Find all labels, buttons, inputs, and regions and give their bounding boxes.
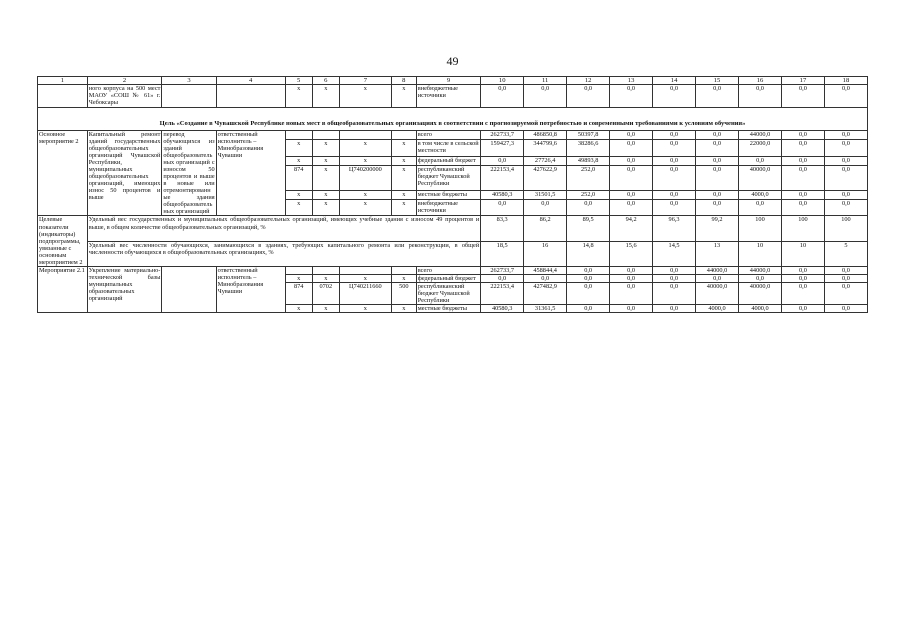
value-cell: 0,0 bbox=[824, 130, 867, 139]
value-cell: 0,0 bbox=[653, 130, 696, 139]
value-cell: 86,2 bbox=[524, 216, 567, 241]
header-cell: 15 bbox=[696, 77, 739, 85]
code-cell bbox=[339, 130, 391, 139]
source-cell: республиканский бюджет Чувашской Республики bbox=[416, 282, 480, 304]
value-cell: 0,0 bbox=[610, 165, 653, 190]
value-cell: 4000,0 bbox=[739, 305, 782, 313]
source-cell: в том числе в сельской местности bbox=[416, 139, 480, 156]
code-cell: x bbox=[312, 156, 339, 165]
empty-cell bbox=[38, 85, 88, 107]
code-cell: x bbox=[285, 139, 312, 156]
value-cell: 159427,3 bbox=[481, 139, 524, 156]
value-cell: 44000,0 bbox=[696, 266, 739, 274]
indicator-row bbox=[38, 241, 868, 266]
value-cell: 4000,0 bbox=[739, 190, 782, 199]
value-cell: 0,0 bbox=[610, 199, 653, 216]
value-cell: 0,0 bbox=[824, 274, 867, 282]
code-cell: Ц740211660 bbox=[339, 282, 391, 304]
value-cell: 0,0 bbox=[524, 199, 567, 216]
value-cell: 0,0 bbox=[781, 156, 824, 165]
value-cell: 0,0 bbox=[781, 139, 824, 156]
value-cell: 0,0 bbox=[567, 282, 610, 304]
value-cell: 0,0 bbox=[739, 156, 782, 165]
source-cell: всего bbox=[416, 130, 480, 139]
value-cell: 0,0 bbox=[696, 156, 739, 165]
code-cell: x bbox=[285, 199, 312, 216]
value-cell: 0,0 bbox=[524, 85, 567, 107]
value-cell: 94,2 bbox=[610, 216, 653, 241]
code-cell: 874 bbox=[285, 165, 312, 190]
empty-cell bbox=[162, 85, 216, 107]
value-cell: 0,0 bbox=[824, 85, 867, 107]
value-cell: 44000,0 bbox=[739, 266, 782, 274]
source-cell: федеральный бюджет bbox=[416, 156, 480, 165]
code-cell bbox=[391, 266, 416, 274]
page-number: 49 bbox=[446, 54, 459, 68]
source-cell: республиканский бюджет Чувашской Республики bbox=[416, 165, 480, 190]
value-cell: 222153,4 bbox=[481, 165, 524, 190]
value-cell: 89,5 bbox=[567, 216, 610, 241]
code-cell: x bbox=[285, 85, 312, 107]
value-cell: 49893,8 bbox=[567, 156, 610, 165]
value-cell: 222153,4 bbox=[481, 282, 524, 304]
source-cell: местные бюджеты bbox=[416, 190, 480, 199]
value-cell: 0,0 bbox=[696, 190, 739, 199]
value-cell: 0,0 bbox=[610, 274, 653, 282]
value-cell: 0,0 bbox=[567, 274, 610, 282]
code-cell: 0702 bbox=[312, 282, 339, 304]
value-cell: 0,0 bbox=[781, 190, 824, 199]
header-cell: 18 bbox=[824, 77, 867, 85]
value-cell: 0,0 bbox=[653, 282, 696, 304]
value-cell: 38286,6 bbox=[567, 139, 610, 156]
value-cell: 0,0 bbox=[824, 305, 867, 313]
value-cell: 14,5 bbox=[653, 241, 696, 266]
value-cell: 10 bbox=[781, 241, 824, 266]
code-cell: x bbox=[391, 305, 416, 313]
source-cell: всего bbox=[416, 266, 480, 274]
empty-cell bbox=[162, 266, 216, 312]
value-cell: 0,0 bbox=[696, 139, 739, 156]
header-cell: 17 bbox=[781, 77, 824, 85]
value-cell: 100 bbox=[824, 216, 867, 241]
code-cell: x bbox=[339, 305, 391, 313]
value-cell: 0,0 bbox=[781, 85, 824, 107]
value-cell: 44000,0 bbox=[739, 130, 782, 139]
value-cell: 0,0 bbox=[781, 130, 824, 139]
code-cell: x bbox=[339, 190, 391, 199]
header-cell: 8 bbox=[391, 77, 416, 85]
value-cell: 427622,9 bbox=[524, 165, 567, 190]
value-cell: 40580,3 bbox=[481, 305, 524, 313]
executor-cell: ответственный исполнитель – Минобразования Чувашии bbox=[216, 130, 285, 216]
code-cell bbox=[391, 130, 416, 139]
code-cell bbox=[285, 130, 312, 139]
value-cell: 0,0 bbox=[696, 199, 739, 216]
value-cell: 0,0 bbox=[481, 274, 524, 282]
value-cell: 10 bbox=[739, 241, 782, 266]
value-cell: 252,0 bbox=[567, 190, 610, 199]
value-cell: 0,0 bbox=[781, 199, 824, 216]
value-cell: 100 bbox=[739, 216, 782, 241]
value-cell: 0,0 bbox=[781, 274, 824, 282]
value-cell: 262733,7 bbox=[481, 266, 524, 274]
header-cell: 3 bbox=[162, 77, 216, 85]
code-cell: x bbox=[391, 190, 416, 199]
code-cell: x bbox=[391, 199, 416, 216]
header-cell: 7 bbox=[339, 77, 391, 85]
table-row bbox=[38, 85, 868, 107]
code-cell bbox=[312, 130, 339, 139]
code-cell: x bbox=[285, 274, 312, 282]
value-cell: 40000,0 bbox=[739, 165, 782, 190]
goal-title: Цель «Создание в Чувашской Республике новых мест в общеобразовательных организациях в соответствии с прогнозируемой потребностью и современными требованиями к условиям обучения» bbox=[38, 107, 868, 130]
budget-table bbox=[37, 76, 868, 313]
value-cell: 0,0 bbox=[781, 282, 824, 304]
value-cell: 0,0 bbox=[567, 305, 610, 313]
value-cell: 0,0 bbox=[781, 165, 824, 190]
value-cell: 0,0 bbox=[781, 305, 824, 313]
value-cell: 0,0 bbox=[696, 85, 739, 107]
code-cell: 874 bbox=[285, 282, 312, 304]
code-cell: x bbox=[285, 305, 312, 313]
value-cell: 0,0 bbox=[481, 85, 524, 107]
header-cell: 4 bbox=[216, 77, 285, 85]
value-cell: 0,0 bbox=[653, 266, 696, 274]
code-cell: x bbox=[339, 85, 391, 107]
value-cell: 40000,0 bbox=[696, 282, 739, 304]
header-cell: 13 bbox=[610, 77, 653, 85]
value-cell: 0,0 bbox=[610, 266, 653, 274]
table-row bbox=[38, 130, 868, 139]
value-cell: 0,0 bbox=[481, 156, 524, 165]
event-id-cell: Основное мероприятие 2 bbox=[38, 130, 88, 216]
header-cell: 9 bbox=[416, 77, 480, 85]
value-cell: 27726,4 bbox=[524, 156, 567, 165]
code-cell bbox=[339, 266, 391, 274]
value-cell: 0,0 bbox=[824, 165, 867, 190]
value-cell: 4000,0 bbox=[696, 305, 739, 313]
value-cell: 15,6 bbox=[610, 241, 653, 266]
indicator-text-cell: Удельный вес государственных и муниципальных общеобразовательных организаций, имеющих учебные здания с износом 49 процентов и выше, в общем количестве общеобразовательных организаций, % bbox=[87, 216, 480, 241]
value-cell: 99,2 bbox=[696, 216, 739, 241]
value-cell: 18,5 bbox=[481, 241, 524, 266]
event-name-cell: ного корпуса на 500 мест МАОУ «СОШ № 61» г. Чебоксары bbox=[88, 85, 161, 107]
value-cell: 0,0 bbox=[567, 85, 610, 107]
code-cell bbox=[285, 266, 312, 274]
value-cell: 0,0 bbox=[824, 156, 867, 165]
value-cell: 31361,5 bbox=[524, 305, 567, 313]
value-cell: 100 bbox=[781, 216, 824, 241]
header-cell: 10 bbox=[481, 77, 524, 85]
value-cell: 344799,6 bbox=[524, 139, 567, 156]
value-cell: 14,8 bbox=[567, 241, 610, 266]
value-cell: 262733,7 bbox=[481, 130, 524, 139]
code-cell: Ц740200000 bbox=[339, 165, 391, 190]
code-cell: x bbox=[391, 274, 416, 282]
goal-row bbox=[38, 107, 868, 130]
value-cell: 0,0 bbox=[739, 274, 782, 282]
header-cell: 2 bbox=[87, 77, 162, 85]
value-cell: 0,0 bbox=[567, 199, 610, 216]
source-cell: федеральный бюджет bbox=[416, 274, 480, 282]
value-cell: 427482,9 bbox=[524, 282, 567, 304]
value-cell: 0,0 bbox=[610, 139, 653, 156]
code-cell bbox=[312, 266, 339, 274]
header-cell: 6 bbox=[312, 77, 339, 85]
value-cell: 252,0 bbox=[567, 165, 610, 190]
code-cell: x bbox=[391, 139, 416, 156]
value-cell: 0,0 bbox=[610, 282, 653, 304]
code-cell: 500 bbox=[391, 282, 416, 304]
value-cell: 0,0 bbox=[610, 156, 653, 165]
value-cell: 0,0 bbox=[824, 139, 867, 156]
code-cell: x bbox=[339, 199, 391, 216]
code-cell: x bbox=[391, 85, 416, 107]
value-cell: 0,0 bbox=[824, 266, 867, 274]
value-cell: 0,0 bbox=[653, 165, 696, 190]
header-cell: 14 bbox=[653, 77, 696, 85]
code-cell: x bbox=[312, 305, 339, 313]
value-cell: 0,0 bbox=[610, 190, 653, 199]
value-cell: 0,0 bbox=[824, 199, 867, 216]
value-cell: 0,0 bbox=[524, 274, 567, 282]
code-cell: x bbox=[339, 274, 391, 282]
header-cell: 5 bbox=[285, 77, 312, 85]
executor-cell: ответственный исполнитель – Минобразования Чувашии bbox=[216, 266, 285, 312]
value-cell: 0,0 bbox=[653, 190, 696, 199]
value-cell: 22000,0 bbox=[739, 139, 782, 156]
value-cell: 0,0 bbox=[653, 139, 696, 156]
value-cell: 13 bbox=[696, 241, 739, 266]
event-result-cell: перевод обучающихся из зданий общеобразовательных организаций с износом 50 процентов и выше в новые или отремонтированные здания общеобразовательных организаций bbox=[163, 130, 215, 216]
value-cell: 0,0 bbox=[696, 165, 739, 190]
value-cell: 0,0 bbox=[739, 199, 782, 216]
indicator-label-cell: Целевые показатели (индикаторы) подпрограммы, увязанные с основным мероприятием 2 bbox=[38, 216, 88, 266]
value-cell: 0,0 bbox=[567, 266, 610, 274]
empty-cell bbox=[216, 85, 285, 107]
code-cell: x bbox=[312, 274, 339, 282]
code-cell: x bbox=[312, 199, 339, 216]
header-cell: 16 bbox=[739, 77, 782, 85]
value-cell: 0,0 bbox=[739, 85, 782, 107]
header-cell: 1 bbox=[38, 77, 88, 85]
value-cell: 0,0 bbox=[653, 156, 696, 165]
value-cell: 0,0 bbox=[781, 266, 824, 274]
value-cell: 31501,5 bbox=[524, 190, 567, 199]
value-cell: 0,0 bbox=[653, 274, 696, 282]
value-cell: 0,0 bbox=[696, 130, 739, 139]
value-cell: 40580,3 bbox=[481, 190, 524, 199]
header-cell: 12 bbox=[567, 77, 610, 85]
value-cell: 96,3 bbox=[653, 216, 696, 241]
table-row bbox=[38, 266, 868, 274]
value-cell: 458844,4 bbox=[524, 266, 567, 274]
source-cell: внебюджетные источники bbox=[416, 85, 480, 107]
source-cell: местные бюджеты bbox=[416, 305, 480, 313]
header-row bbox=[38, 77, 868, 85]
event-id-cell: Мероприятие 2.1 bbox=[38, 266, 88, 312]
value-cell: 40000,0 bbox=[739, 282, 782, 304]
code-cell: x bbox=[285, 156, 312, 165]
value-cell: 0,0 bbox=[653, 199, 696, 216]
value-cell: 83,3 bbox=[481, 216, 524, 241]
value-cell: 486850,8 bbox=[524, 130, 567, 139]
value-cell: 0,0 bbox=[653, 305, 696, 313]
code-cell: x bbox=[339, 139, 391, 156]
value-cell: 5 bbox=[824, 241, 867, 266]
code-cell: x bbox=[312, 139, 339, 156]
code-cell: x bbox=[339, 156, 391, 165]
event-name-cell: Капитальный ремонт зданий государственных общеобразовательных организаций Чувашской Республики, муниципальных общеобразовательных организаций, имеющих износ 50 процентов и выше bbox=[87, 130, 162, 216]
code-cell: x bbox=[312, 85, 339, 107]
code-cell: x bbox=[391, 165, 416, 190]
value-cell: 0,0 bbox=[610, 305, 653, 313]
value-cell: 0,0 bbox=[481, 199, 524, 216]
value-cell: 0,0 bbox=[610, 85, 653, 107]
event-name-cell: Укрепление материально-технической базы муниципальных образовательных организаций bbox=[87, 266, 162, 312]
code-cell: x bbox=[312, 165, 339, 190]
value-cell: 0,0 bbox=[824, 190, 867, 199]
value-cell: 0,0 bbox=[696, 274, 739, 282]
code-cell: x bbox=[285, 190, 312, 199]
header-cell: 11 bbox=[524, 77, 567, 85]
value-cell: 16 bbox=[524, 241, 567, 266]
code-cell: x bbox=[391, 156, 416, 165]
indicator-text-cell: Удельный вес численности обучающихся, занимающихся в зданиях, требующих капитального ремонта или реконструкции, в общей численности обучающихся в общеобразовательных организациях, % bbox=[87, 241, 480, 266]
value-cell: 0,0 bbox=[653, 85, 696, 107]
value-cell: 0,0 bbox=[824, 282, 867, 304]
value-cell: 0,0 bbox=[610, 130, 653, 139]
code-cell: x bbox=[312, 190, 339, 199]
value-cell: 50397,8 bbox=[567, 130, 610, 139]
indicator-row bbox=[38, 216, 868, 241]
source-cell: внебюджетные источники bbox=[416, 199, 480, 216]
